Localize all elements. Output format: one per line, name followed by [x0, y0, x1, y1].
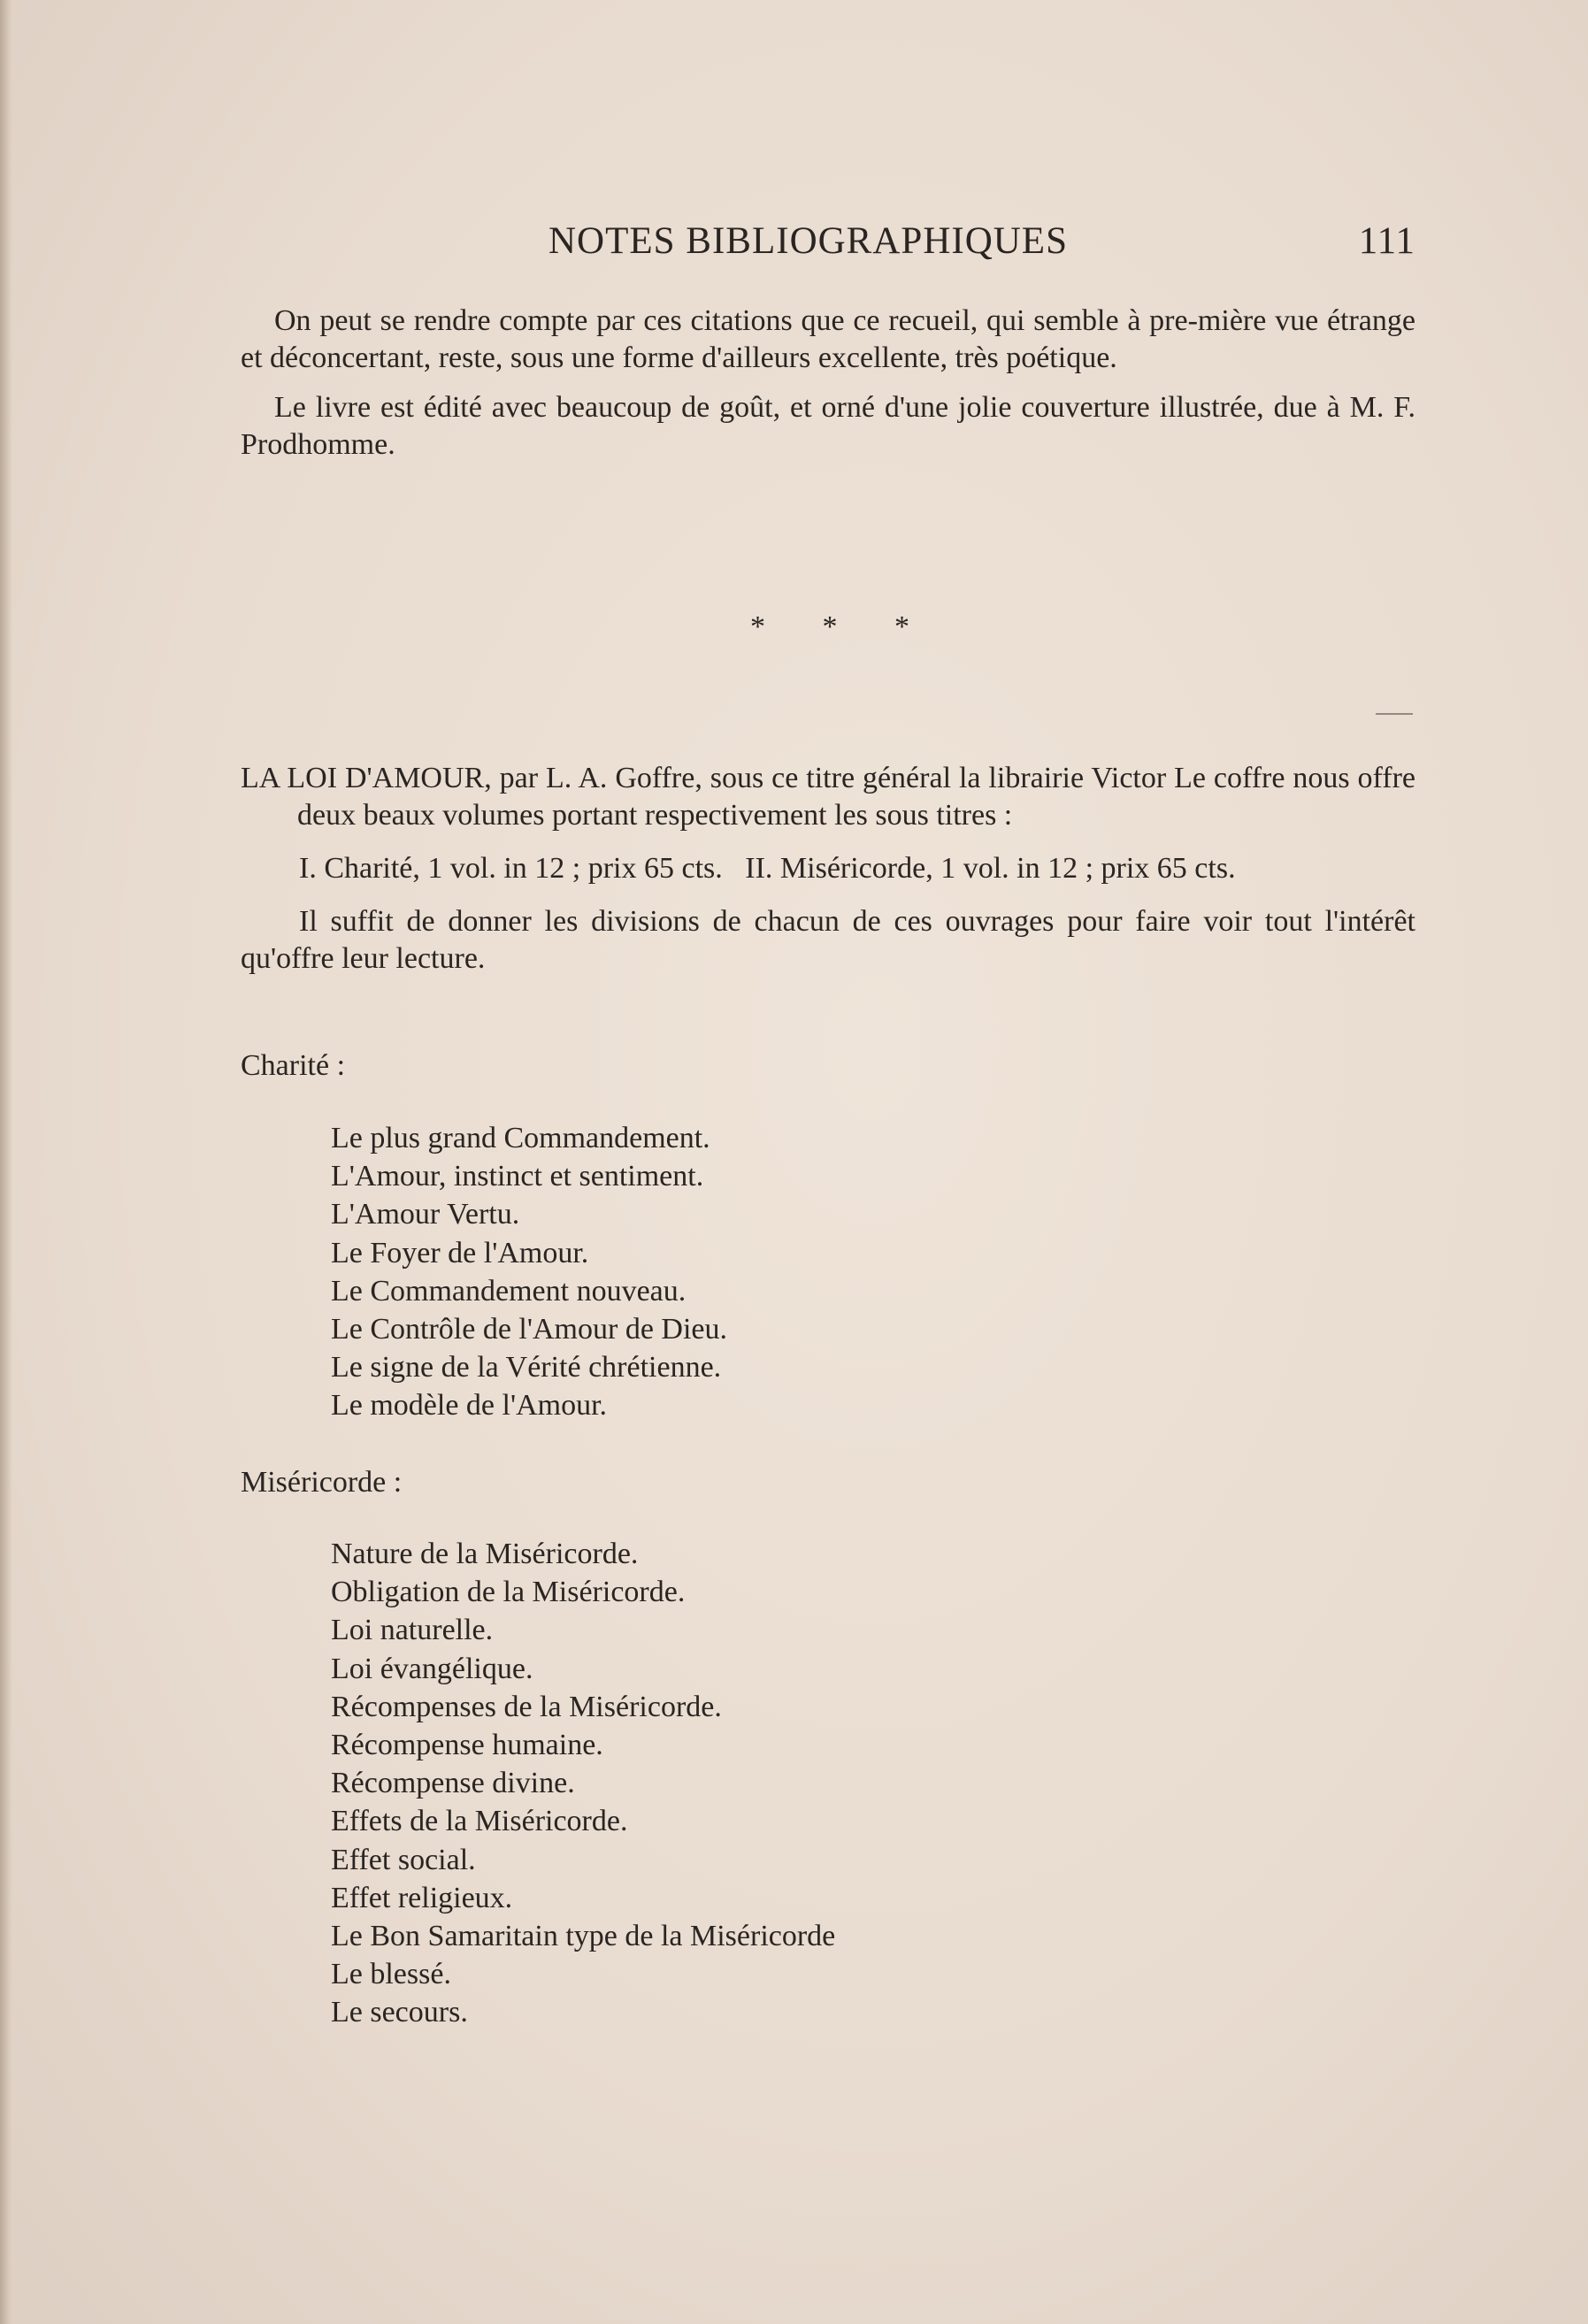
section-separator: * * * — [750, 610, 934, 643]
running-header — [549, 219, 1415, 264]
list-item: Effet social. — [331, 1843, 476, 1876]
page-spine-shadow — [0, 0, 12, 2324]
list-item: Le signe de la Vérité chrétienne. — [331, 1351, 722, 1384]
list-item: L'Amour Vertu. — [331, 1198, 520, 1231]
divisions-intro: Il suffit de donner les divisions de chacun de ces ouvrages pour faire voir tout l'intérêt qu'offre leur lecture. — [241, 905, 1415, 975]
intro-text — [241, 303, 1415, 464]
list-item: Effets de la Miséricorde. — [331, 1805, 628, 1838]
list-item: Le Bon Samaritain type de la Miséricorde — [331, 1920, 836, 1953]
list-item: Le modèle de l'Amour. — [331, 1389, 608, 1423]
list-item: Le blessé. — [331, 1958, 451, 1991]
charite-label: Charité : — [241, 1049, 346, 1082]
list-item: Récompense divine. — [331, 1767, 575, 1800]
misericorde-label: Miséricorde : — [241, 1466, 403, 1499]
list-item: Le Foyer de l'Amour. — [331, 1236, 589, 1269]
page-number: 111 — [1358, 220, 1415, 262]
review-text — [241, 760, 1415, 978]
list-item: Loi naturelle. — [331, 1614, 494, 1647]
list-item: Le Commandement nouveau. — [331, 1274, 687, 1308]
charite-list — [331, 1119, 727, 1425]
list-item: Le plus grand Commandement. — [331, 1122, 710, 1154]
list-item: Nature de la Miséricorde. — [331, 1538, 639, 1570]
running-title: NOTES BIBLIOGRAPHIQUES — [549, 220, 1068, 262]
list-item: Effet religieux. — [331, 1881, 513, 1914]
intro-paragraph-2: Le livre est édité avec beaucoup de goût, et orné d'une jolie couverture illustrée, due à M. F. Prodhomme. — [241, 391, 1415, 461]
list-item: Le secours. — [331, 1996, 468, 2029]
list-item: L'Amour, instinct et sentiment. — [331, 1160, 704, 1193]
list-item: Loi évangélique. — [331, 1652, 533, 1685]
list-item: Obligation de la Miséricorde. — [331, 1576, 686, 1609]
list-item: Le Contrôle de l'Amour de Dieu. — [331, 1313, 728, 1346]
misericorde-list — [331, 1535, 835, 2032]
review-lead: LA LOI D'AMOUR, par L. A. Goffre, sous ce titre général la librairie Victor Le coffre nous offre deux beaux volumes portant respectivement les sous titres : — [241, 762, 1415, 832]
intro-paragraph-1: On peut se rendre compte par ces citations que ce recueil, qui semble à pre-mière vue étrange et déconcertant, reste, sous une forme d'ailleurs excellente, très poétique. — [241, 304, 1415, 374]
volumes-line: I. Charité, 1 vol. in 12 ; prix 65 cts. II. Miséricorde, 1 vol. in 12 ; prix 65 cts. — [299, 852, 1236, 885]
margin-mark — [1376, 713, 1413, 715]
list-item: Récompense humaine. — [331, 1729, 603, 1762]
list-item: Récompenses de la Miséricorde. — [331, 1690, 722, 1723]
